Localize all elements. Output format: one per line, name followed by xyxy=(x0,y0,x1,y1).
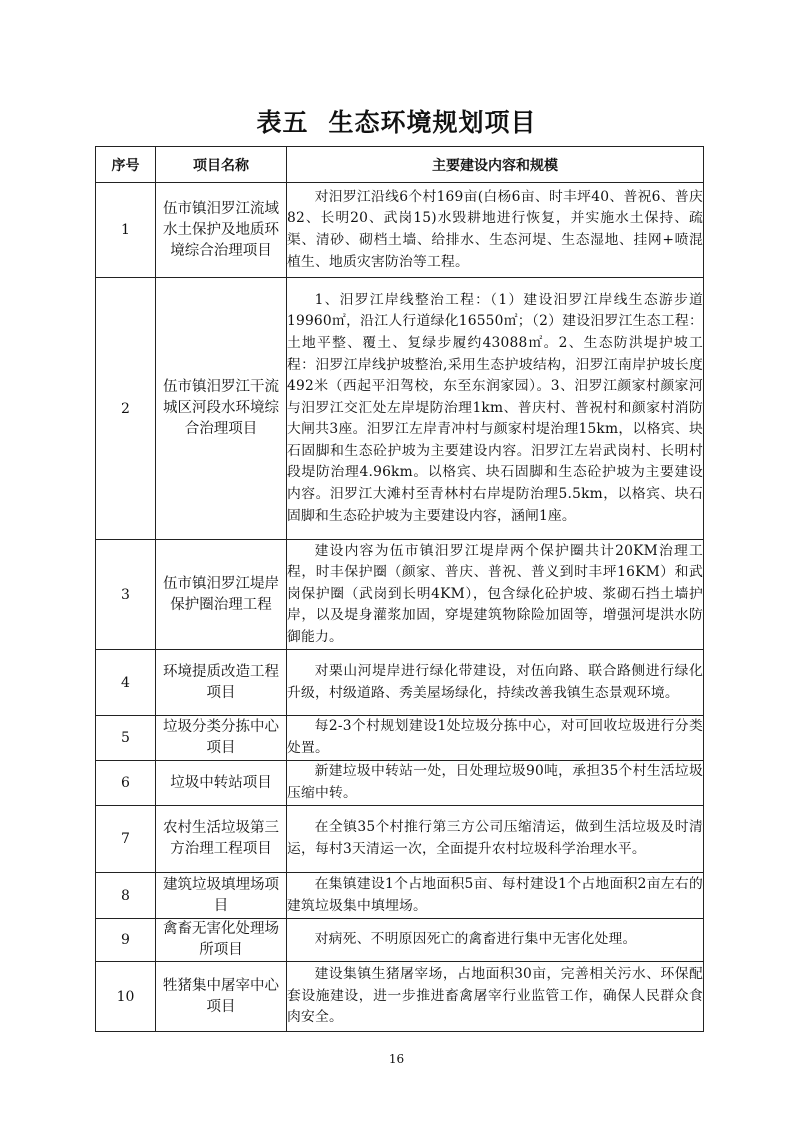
header-content: 主要建设内容和规模 xyxy=(287,147,704,183)
header-no: 序号 xyxy=(96,147,156,183)
title-table-number: 表五 xyxy=(256,108,309,137)
row-number: 5 xyxy=(96,716,156,761)
project-content: 1、汨罗江岸线整治工程：（1）建设汨罗江岸线生态游步道19960㎡，沿江人行道绿化16550㎡；（2）建设汨罗江生态工程：土地平整、覆土、复绿步履约43088㎡。2、生态防洪堤护坡工程：汨罗江岸线护坡整治,采用生态护坡结构，汨罗江南岸护坡长度492米（西起平汨驾校，东至东润家园）。3、汨罗江颜家村颜家河与汨罗江交汇处左岸堤防治理1km、普庆村、普祝村和颜家村消防大闸共3座。汨罗江左岸青冲村与颜家村堤治理15km，以格宾、块石固脚和生态砼护坡为主要建设内容。汨罗江左岩武岗村、长明村段堤防治理4.96km。以格宾、块石固脚和生态砼护坡为主要建设内容。汨罗江大滩村至青林村右岸堤防治理5.5km，以格宾、块石固脚和生态砼护坡为主要建设内容，涵闸1座。 xyxy=(287,278,704,540)
page-number: 16 xyxy=(388,1052,405,1066)
project-name: 建筑垃圾填埋场项目 xyxy=(156,873,287,919)
project-content: 在全镇35个村推行第三方公司压缩清运，做到生活垃圾及时清运，每村3天清运一次，全面提升农村垃圾科学治理水平。 xyxy=(287,806,704,873)
project-name: 牲猪集中屠宰中心项目 xyxy=(156,962,287,1032)
row-number: 3 xyxy=(96,540,156,650)
header-name: 项目名称 xyxy=(156,147,287,183)
row-number: 7 xyxy=(96,806,156,873)
table-row xyxy=(96,761,704,806)
table-row xyxy=(96,873,704,919)
page-title xyxy=(0,103,793,139)
project-table xyxy=(95,146,704,1032)
row-number: 8 xyxy=(96,873,156,919)
project-content: 每2-3个村规划建设1处垃圾分拣中心，对可回收垃圾进行分类处置。 xyxy=(287,716,704,761)
row-number: 6 xyxy=(96,761,156,806)
table-row xyxy=(96,650,704,716)
table-row xyxy=(96,183,704,278)
table-row xyxy=(96,806,704,873)
project-content: 对栗山河堤岸进行绿化带建设，对伍向路、联合路侧进行绿化升级，村级道路、秀美屋场绿化，持续改善我镇生态景观环境。 xyxy=(287,650,704,716)
project-name: 伍市镇汨罗江堤岸保护圈治理工程 xyxy=(156,540,287,650)
row-number: 10 xyxy=(96,962,156,1032)
row-number: 4 xyxy=(96,650,156,716)
table-row xyxy=(96,278,704,540)
table-row xyxy=(96,540,704,650)
project-content: 新建垃圾中转站一处，日处理垃圾90吨，承担35个村生活垃圾压缩中转。 xyxy=(287,761,704,806)
row-number: 2 xyxy=(96,278,156,540)
project-name: 伍市镇汨罗江流域水土保护及地质环境综合治理项目 xyxy=(156,183,287,278)
title-text: 生态环境规划项目 xyxy=(328,108,537,137)
table-row xyxy=(96,919,704,962)
project-content: 建设集镇生猪屠宰场，占地面积30亩，完善相关污水、环保配套设施建设，进一步推进畜禽屠宰行业监管工作，确保人民群众食肉安全。 xyxy=(287,962,704,1032)
project-name: 垃圾中转站项目 xyxy=(156,761,287,806)
row-number: 1 xyxy=(96,183,156,278)
project-name: 环境提质改造工程项目 xyxy=(156,650,287,716)
project-content: 在集镇建设1个占地面积5亩、每村建设1个占地面积2亩左右的建筑垃圾集中填埋场。 xyxy=(287,873,704,919)
table-row xyxy=(96,962,704,1032)
project-name: 伍市镇汨罗江干流城区河段水环境综合治理项目 xyxy=(156,278,287,540)
project-name: 禽畜无害化处理场所项目 xyxy=(156,919,287,962)
project-name: 农村生活垃圾第三方治理工程项目 xyxy=(156,806,287,873)
project-content: 对汨罗江沿线6个村169亩(白杨6亩、时丰坪40、普祝6、普庆82、长明20、武岗15)水毁耕地进行恢复，并实施水土保持、疏渠、清砂、砌档土墙、给排水、生态河堤、生态湿地、挂网+喷混植生、地质灾害防治等工程。 xyxy=(287,183,704,278)
table-header-row xyxy=(96,147,704,183)
project-content: 建设内容为伍市镇汨罗江堤岸两个保护圈共计20KM治理工程，时丰保护圈（颜家、普庆、普祝、普义到时丰坪16KM）和武岗保护圈（武岗到长明4KM），包含绿化砼护坡、浆砌石挡土墙护岸，以及堤身灌浆加固，穿堤建筑物除险加固等，增强河堤洪水防御能力。 xyxy=(287,540,704,650)
project-name: 垃圾分类分拣中心项目 xyxy=(156,716,287,761)
row-number: 9 xyxy=(96,919,156,962)
table-row xyxy=(96,716,704,761)
project-content: 对病死、不明原因死亡的禽畜进行集中无害化处理。 xyxy=(287,919,704,962)
